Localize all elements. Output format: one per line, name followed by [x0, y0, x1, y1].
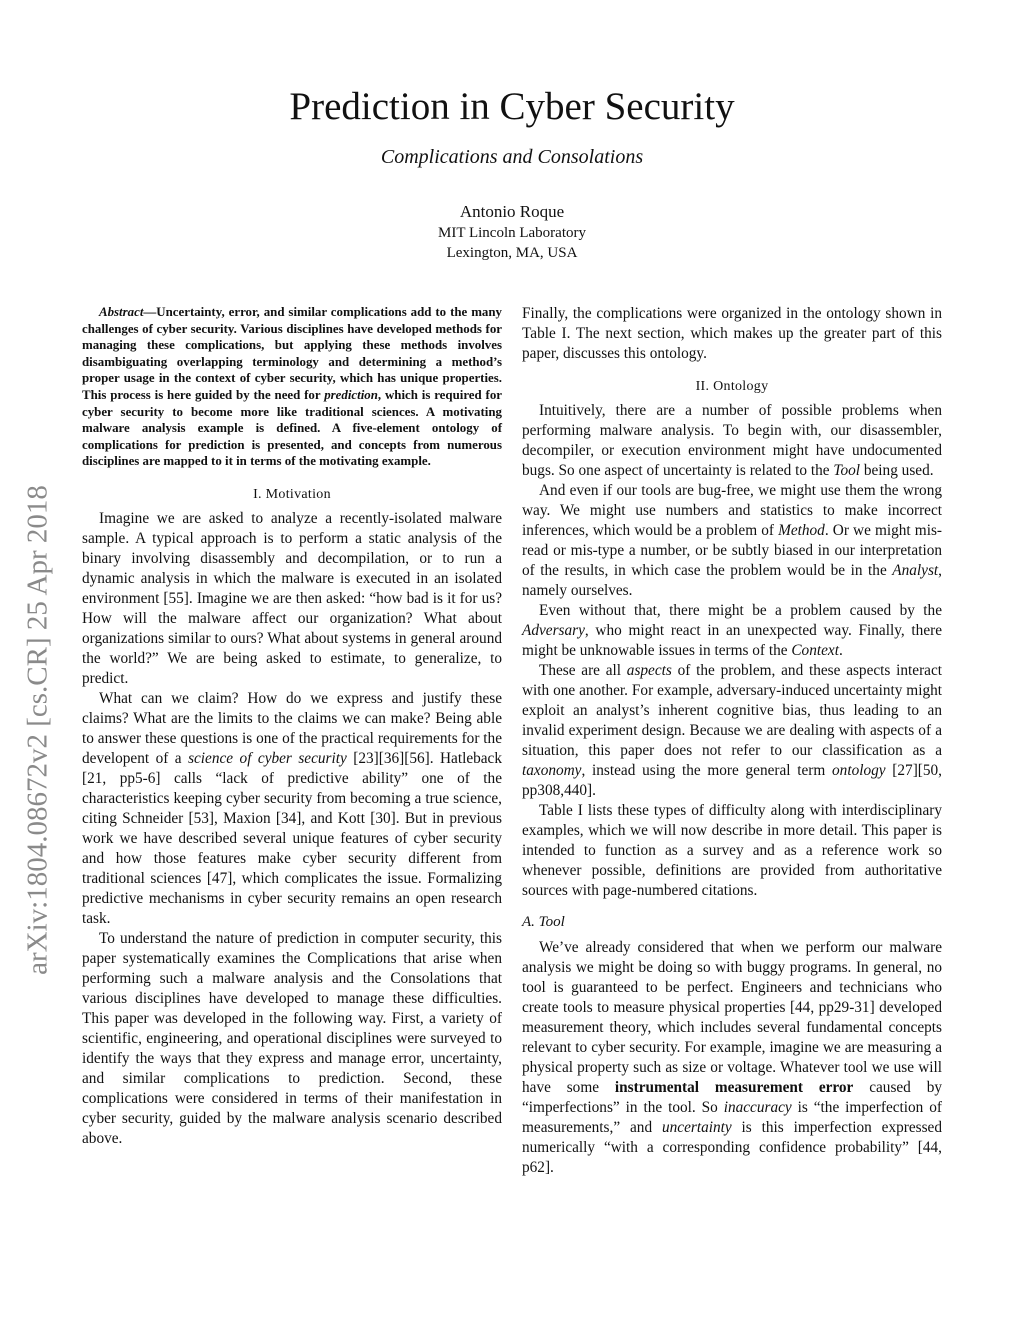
motivation-paragraph-3: To understand the nature of prediction in computer security, this paper systematically examines the Complications that arise when performing such a malware analysis and the Consolations that various disciplines have developed to manage these difficulties. This paper was developed in the following way. First, a variety of scientific, engineering, and operational disciplines were surveyed to identify the ways that they express and manage error, uncertainty, and similar complications to prediction. Second, these complications were considered in terms of their manifestation in cyber security, guided by the malware analysis scenario described above.: [82, 929, 502, 1147]
section-ontology-heading: II. Ontology: [695, 379, 769, 394]
author-affiliation: MIT Lincoln Laboratory: [437, 225, 586, 241]
author-name: Antonio Roque: [459, 202, 565, 221]
right-paragraph-continued: Finally, the complications were organized in the ontology shown in Table I. The next section, which makes up the greater part of this paper, discusses this ontology.: [522, 305, 942, 362]
ontology-paragraph-3: Even without that, there might be a problem caused by the Adversary, who might react in an unexpected way. Finally, there might be unknowable issues in terms of the Context.: [522, 602, 942, 659]
arxiv-identifier-text: arXiv:1804.08672v2 [cs.CR] 25 Apr 2018: [21, 485, 54, 975]
left-column: [82, 304, 502, 1149]
ontology-paragraph-5: Table I lists these types of difficulty along with interdisciplinary examples, which we will now describe in more detail. This paper is intended to function as a survey and as a reference work so whenever possible, definitions are provided from authoritative sources with page-numbered citations.: [522, 802, 942, 899]
ontology-paragraph-2: And even if our tools are bug-free, we might use them the wrong way. We might use numbers and statistics to make incorrect inferences, which would be a problem of Method. Or we might mis-read or mis-type a number, or be subtly biased in our interpretation of the results, in which case the problem would be in the Analyst, namely ourselves.: [522, 482, 942, 599]
ontology-paragraph-4: These are all aspects of the problem, and these aspects interact with one another. For example, adversary-induced uncertainty might exploit an analyst’s inherent cognitive bias, thus leading to an invalid experiment design. Because we are dealing with aspects of a situation, this paper does not refer to our classification as a taxonomy, instead using the more general term ontology [27][50, pp308,440].: [522, 662, 943, 799]
author-location: Lexington, MA, USA: [446, 245, 578, 261]
paper-title: Prediction in Cyber Security: [289, 85, 735, 128]
motivation-paragraph-2: What can we claim? How do we express and justify these claims? What are the limits to the claims we can make? Being able to answer these questions is one of the practical requirements for the developent of a science of cyber security [23][36][56]. Hatleback [21, pp5-6] calls “lack of predictive ability” one of the characteristics keeping cyber security from becoming a true science, citing Schneider [53], Maxion [34], and Kott [30]. But in previous work we have described several unique features of cyber security and how those features make cyber security different from traditional sciences [47], which complicates the issue. Formalizing predictive mechanisms in cyber security remains an open research task.: [82, 689, 502, 927]
motivation-paragraph-1: Imagine we are asked to analyze a recently-isolated malware sample. A typical approach is to perform a static analysis of the binary involving disassembly and decompilation, or to run a dynamic analysis in which the malware is executed in an isolated environment [55]. Imagine we are then asked: “how bad is it for us? How will the malware affect our organization? What about organizations similar to ours? What about systems in general around the world?” We are being asked to estimate, to generalize, to predict.: [82, 509, 502, 687]
tool-paragraph-1: We’ve already considered that when we perform our malware analysis we might be doing so with buggy programs. In general, no tool is guaranteed to be perfect. Engineers and technicians who create tools to measure physical properties [44, pp29-31] developed measurement theory, which includes several fundamental concepts relevant to cyber security. For example, imagine we are measuring a physical property such as size or voltage. Whatever tool we use will have some instrumental measurement error caused by “imperfections” in the tool. So inaccuracy is “the imperfection of measurements,” and uncertainty is this imperfection expressed numerically “with a corresponding confidence probability” [44, p62].: [522, 939, 942, 1176]
section-motivation-heading: I. Motivation: [253, 486, 331, 502]
ontology-paragraph-1: Intuitively, there are a number of possible problems when performing malware analysis. To begin with, our disassembler, decompiler, or execution environment might have undocumented bugs. So one aspect of uncertainty is related to the Tool being used.: [522, 402, 942, 479]
abstract: Abstract—Uncertainty, error, and similar complications add to the many challenges of cyber security. Various disciplines have developed methods for managing these complications, but applying these methods involves disambiguating overlapping terminology and determining a method’s proper usage in the context of cyber security, which has unique properties. This process is here guided by the need for prediction, which is required for cyber security to become more like traditional sciences. A motivating malware analysis example is defined. A five-element ontology of complications for prediction is presented, and concepts from numerous disciplines are mapped to it in terms of the motivating example.: [82, 305, 502, 469]
abstract-label: Abstract: [99, 305, 144, 319]
paper-subtitle: Complications and Consolations: [380, 146, 644, 168]
right-column: [522, 304, 942, 1178]
subsection-tool-heading: A. Tool: [522, 914, 565, 930]
